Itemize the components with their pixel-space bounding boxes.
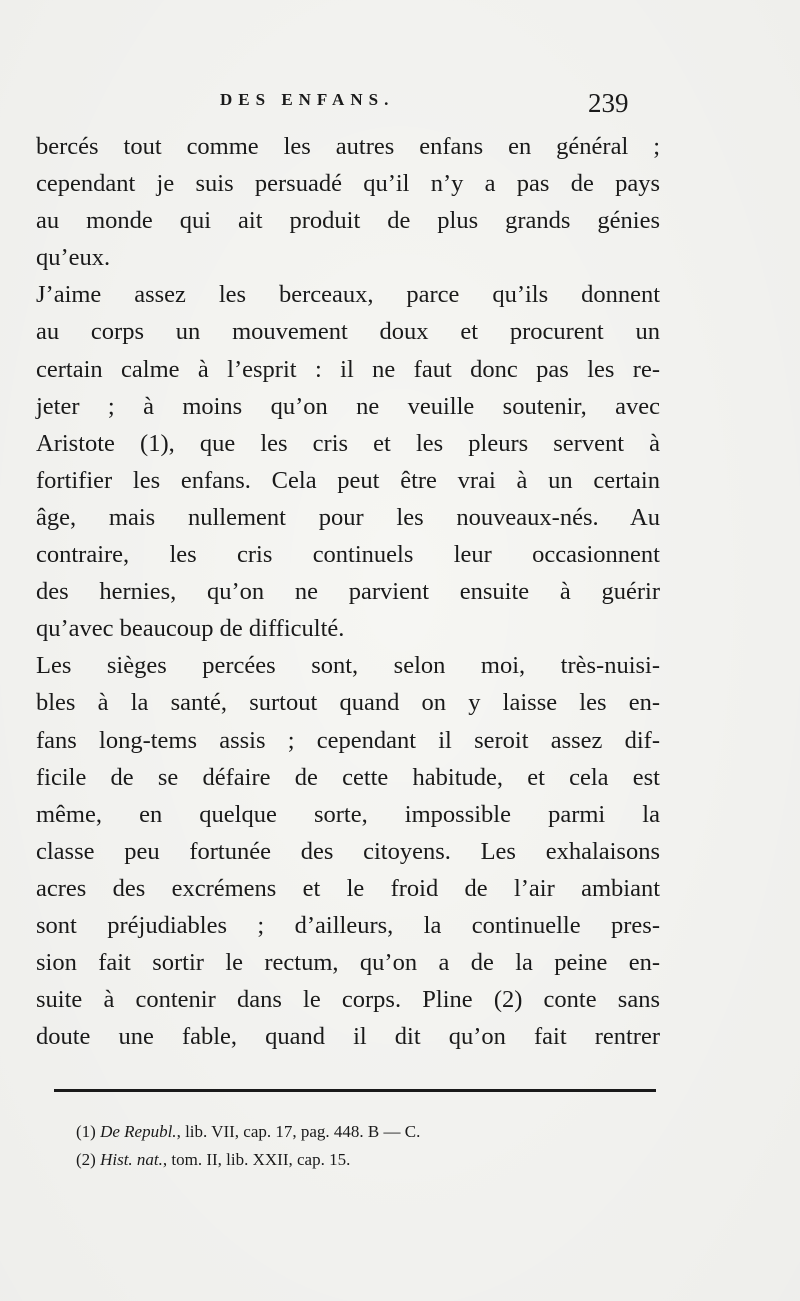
- text-line: au monde qui ait produit de plus grands génies: [36, 207, 660, 235]
- text-line: Les sièges percées sont, selon moi, très-nuisi-: [36, 652, 660, 680]
- page-number: 239: [588, 88, 629, 118]
- text-line: bles à la santé, surtout quand on y laisse les en-: [36, 689, 660, 717]
- text-line: contraire, les cris continuels leur occasionnent: [36, 541, 660, 569]
- text-line: certain calme à l’esprit : il ne faut donc pas les re-: [36, 355, 660, 383]
- footnote-2: [76, 1146, 636, 1174]
- footnote-citation: , lib. VII, cap. 17, pag. 448. B — C.: [176, 1122, 421, 1141]
- footnote-title: Hist. nat.: [100, 1150, 163, 1169]
- text-line: même, en quelque sorte, impossible parmi la: [36, 800, 660, 828]
- text-line: J’aime assez les berceaux, parce qu’ils donnent: [36, 281, 660, 309]
- text-line: qu’avec beaucoup de difficulté.: [36, 615, 345, 643]
- text-line: fortifier les enfans. Cela peut être vrai à un certain: [36, 466, 660, 494]
- text-line: au corps un mouvement doux et procurent un: [36, 318, 660, 346]
- footnotes: [76, 1118, 636, 1174]
- text-line: acres des excrémens et le froid de l’air ambiant: [36, 874, 660, 902]
- text-line: cependant je suis persuadé qu’il n’y a pas de pays: [36, 170, 660, 198]
- footnote-citation: , tom. II, lib. XXII, cap. 15.: [162, 1150, 351, 1169]
- footnote-rule: [54, 1089, 656, 1092]
- footnote-1: [76, 1118, 636, 1146]
- footnote-marker: (2): [76, 1150, 96, 1169]
- running-title: DES ENFANS.: [220, 90, 395, 109]
- text-line: doute une fable, quand il dit qu’on fait rentrer: [36, 1023, 660, 1051]
- text-line: classe peu fortunée des citoyens. Les exhalaisons: [36, 837, 660, 865]
- page-header: [36, 90, 650, 120]
- body-text: [36, 128, 660, 1055]
- text-line: sont préjudiables ; d’ailleurs, la continuelle pres-: [36, 911, 660, 939]
- text-line: des hernies, qu’on ne parvient ensuite à guérir: [36, 578, 660, 606]
- text-line: jeter ; à moins qu’on ne veuille soutenir, avec: [36, 392, 660, 420]
- footnote-marker: (1): [76, 1122, 96, 1141]
- text-line: qu’eux.: [36, 244, 111, 272]
- text-line: ficile de se défaire de cette habitude, et cela est: [36, 763, 660, 791]
- text-line: bercés tout comme les autres enfans en général ;: [36, 133, 660, 160]
- footnote-title: De Republ.: [100, 1122, 177, 1141]
- text-line: sion fait sortir le rectum, qu’on a de la peine en-: [36, 949, 660, 977]
- text-line: Aristote (1), que les cris et les pleurs servent à: [36, 429, 660, 457]
- text-line: fans long-tems assis ; cependant il seroit assez dif-: [36, 726, 660, 754]
- text-line: âge, mais nullement pour les nouveaux-nés. Au: [36, 503, 660, 531]
- text-line: suite à contenir dans le corps. Pline (2) conte sans: [36, 986, 660, 1014]
